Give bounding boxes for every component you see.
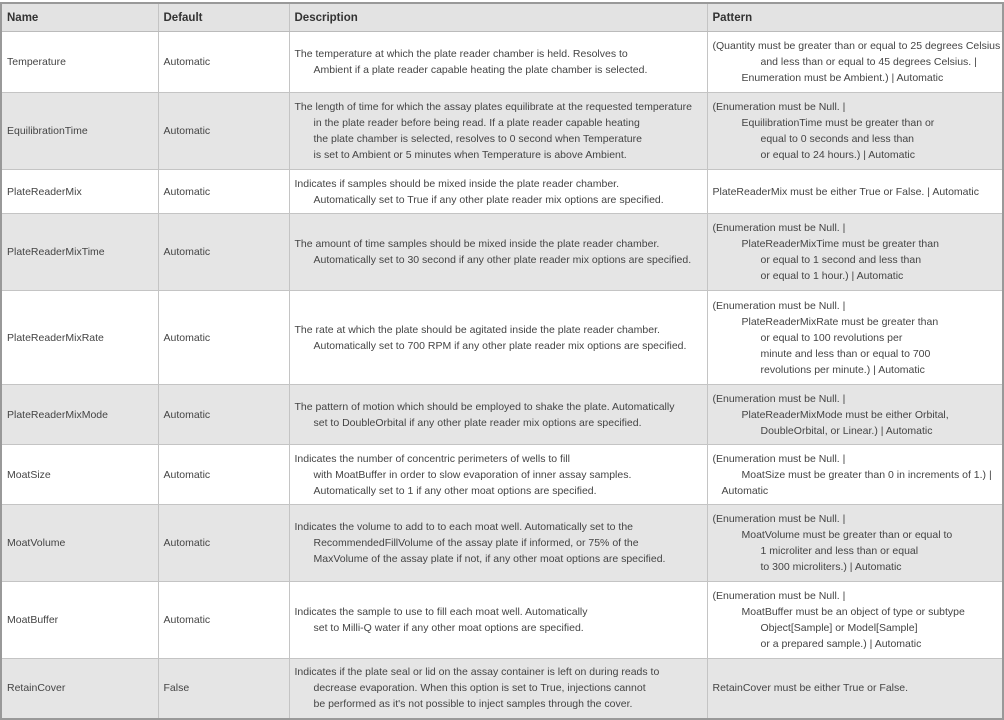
table-row <box>1 291 1003 385</box>
pattern-line: PlateReaderMixRate must be greater than <box>741 315 939 328</box>
header-row <box>1 3 1003 32</box>
pattern-line: MoatSize must be greater than 0 in increments of 1.) | <box>741 468 992 481</box>
pattern-line: (Enumeration must be Null. | <box>712 299 846 312</box>
cell-default: False <box>158 659 289 719</box>
cell-name: MoatBuffer <box>1 582 158 659</box>
pattern-line: and less than or equal to 45 degrees Celsius. | <box>760 56 977 68</box>
table-row <box>1 214 1003 291</box>
cell-name: PlateReaderMix <box>1 170 158 214</box>
pattern-line: revolutions per minute.) | Automatic <box>760 363 925 376</box>
cell-description <box>289 170 707 214</box>
description-line: Indicates if the plate seal or lid on the assay container is left on during reads to <box>294 666 660 679</box>
cell-default: Automatic <box>158 32 289 93</box>
description-line: The pattern of motion which should be employed to shake the plate. Automatically <box>294 400 675 413</box>
cell-pattern <box>707 582 1003 659</box>
description-line: Indicates the volume to add to to each moat well. Automatically set to the <box>294 521 634 533</box>
cell-pattern <box>707 659 1003 719</box>
cell-default: Automatic <box>158 505 289 582</box>
description-line: RecommendedFillVolume of the assay plate if informed, or 75% of the <box>313 537 639 549</box>
cell-description <box>289 93 707 170</box>
cell-pattern <box>707 214 1003 291</box>
column-header-default: Default <box>158 3 289 32</box>
description-line: in the plate reader before being read. If a plate reader capable heating <box>313 117 640 129</box>
cell-default: Automatic <box>158 170 289 214</box>
pattern-line: PlateReaderMixTime must be greater than <box>741 238 939 250</box>
description-line: MaxVolume of the assay plate if not, if any other moat options are specified. <box>313 553 666 565</box>
description-line: decrease evaporation. When this option is set to True, injections cannot <box>313 682 646 695</box>
pattern-line: 1 microliter and less than or equal <box>760 545 919 557</box>
pattern-line: or equal to 1 hour.) | Automatic <box>760 270 904 282</box>
cell-description <box>289 505 707 582</box>
cell-pattern <box>707 93 1003 170</box>
table-row <box>1 32 1003 93</box>
cell-description <box>289 445 707 505</box>
description-line: The amount of time samples should be mixed inside the plate reader chamber. <box>294 238 660 250</box>
description-line: Automatically set to 30 second if any other plate reader mix options are specified. <box>313 254 692 266</box>
cell-description <box>289 214 707 291</box>
pattern-line: Object[Sample] or Model[Sample] <box>760 622 918 634</box>
cell-default: Automatic <box>158 214 289 291</box>
pattern-line: (Quantity must be greater than or equal to 25 degrees Celsius <box>712 40 1001 52</box>
cell-name: PlateReaderMixMode <box>1 385 158 445</box>
description-line: Automatically set to 1 if any other moat options are specified. <box>313 484 597 497</box>
cell-name: EquilibrationTime <box>1 93 158 170</box>
table-row <box>1 582 1003 659</box>
description-line: with MoatBuffer in order to slow evaporation of inner assay samples. <box>313 468 632 481</box>
pattern-line: PlateReaderMix must be either True or False. | Automatic <box>712 185 980 198</box>
column-header-name: Name <box>1 3 158 32</box>
cell-description <box>289 291 707 385</box>
pattern-line: RetainCover must be either True or False. <box>712 682 909 695</box>
cell-name: RetainCover <box>1 659 158 719</box>
pattern-line: minute and less than or equal to 700 <box>760 347 931 360</box>
table-row <box>1 445 1003 505</box>
pattern-line: or equal to 24 hours.) | Automatic <box>760 149 915 161</box>
pattern-line: (Enumeration must be Null. | <box>712 101 846 113</box>
cell-pattern <box>707 32 1003 93</box>
cell-name: PlateReaderMixTime <box>1 214 158 291</box>
description-line: The rate at which the plate should be agitated inside the plate reader chamber. <box>294 323 660 336</box>
cell-description <box>289 582 707 659</box>
pattern-line: or equal to 100 revolutions per <box>760 331 903 344</box>
description-line: set to Milli-Q water if any other moat options are specified. <box>313 622 584 634</box>
cell-name: MoatVolume <box>1 505 158 582</box>
pattern-line: MoatBuffer must be an object of type or subtype <box>741 606 965 618</box>
description-line: The temperature at which the plate reader chamber is held. Resolves to <box>294 48 628 60</box>
cell-description <box>289 659 707 719</box>
cell-description <box>289 32 707 93</box>
table-row <box>1 505 1003 582</box>
cell-default: Automatic <box>158 93 289 170</box>
cell-description <box>289 385 707 445</box>
pattern-line: or a prepared sample.) | Automatic <box>760 638 922 650</box>
pattern-line: DoubleOrbital, or Linear.) | Automatic <box>760 424 933 437</box>
pattern-line: equal to 0 seconds and less than <box>760 133 915 145</box>
pattern-line: (Enumeration must be Null. | <box>712 590 846 602</box>
cell-pattern <box>707 170 1003 214</box>
description-line: Indicates the sample to use to fill each moat well. Automatically <box>294 606 588 618</box>
table-row <box>1 385 1003 445</box>
table-row <box>1 93 1003 170</box>
table-row <box>1 170 1003 214</box>
pattern-line: (Enumeration must be Null. | <box>712 513 846 525</box>
description-line: Indicates the number of concentric perimeters of wells to fill <box>294 452 570 465</box>
cell-pattern <box>707 505 1003 582</box>
column-header-pattern: Pattern <box>707 3 1003 32</box>
pattern-line: Automatic <box>721 484 769 497</box>
cell-default: Automatic <box>158 291 289 385</box>
pattern-line: Enumeration must be Ambient.) | Automatic <box>741 72 944 84</box>
table-body <box>1 32 1003 719</box>
cell-pattern <box>707 445 1003 505</box>
pattern-line: (Enumeration must be Null. | <box>712 392 846 405</box>
pattern-line: to 300 microliters.) | Automatic <box>760 561 902 573</box>
pattern-line: PlateReaderMixMode must be either Orbital, <box>741 408 949 421</box>
description-line: the plate chamber is selected, resolves to 0 second when Temperature <box>313 133 642 145</box>
description-line: Indicates if samples should be mixed inside the plate reader chamber. <box>294 177 620 190</box>
description-line: be performed as it's not possible to inject samples through the cover. <box>313 698 633 711</box>
cell-default: Automatic <box>158 582 289 659</box>
description-line: The length of time for which the assay plates equilibrate at the requested temperature <box>294 101 692 113</box>
cell-pattern <box>707 291 1003 385</box>
cell-name: PlateReaderMixRate <box>1 291 158 385</box>
pattern-line: (Enumeration must be Null. | <box>712 452 846 465</box>
cell-default: Automatic <box>158 445 289 505</box>
cell-name: MoatSize <box>1 445 158 505</box>
description-line: Automatically set to 700 RPM if any other plate reader mix options are specified. <box>313 339 687 352</box>
pattern-line: (Enumeration must be Null. | <box>712 222 846 234</box>
column-header-description: Description <box>289 3 707 32</box>
cell-name: Temperature <box>1 32 158 93</box>
pattern-line: EquilibrationTime must be greater than or <box>741 117 935 129</box>
cell-pattern <box>707 385 1003 445</box>
table-row <box>1 659 1003 719</box>
options-table <box>0 2 1004 720</box>
description-line: is set to Ambient or 5 minutes when Temperature is above Ambient. <box>313 149 627 161</box>
pattern-line: or equal to 1 second and less than <box>760 254 922 266</box>
description-line: Ambient if a plate reader capable heating the plate chamber is selected. <box>313 64 648 76</box>
pattern-line: MoatVolume must be greater than or equal to <box>741 529 953 541</box>
description-line: set to DoubleOrbital if any other plate reader mix options are specified. <box>313 416 642 429</box>
description-line: Automatically set to True if any other plate reader mix options are specified. <box>313 193 664 206</box>
cell-default: Automatic <box>158 385 289 445</box>
